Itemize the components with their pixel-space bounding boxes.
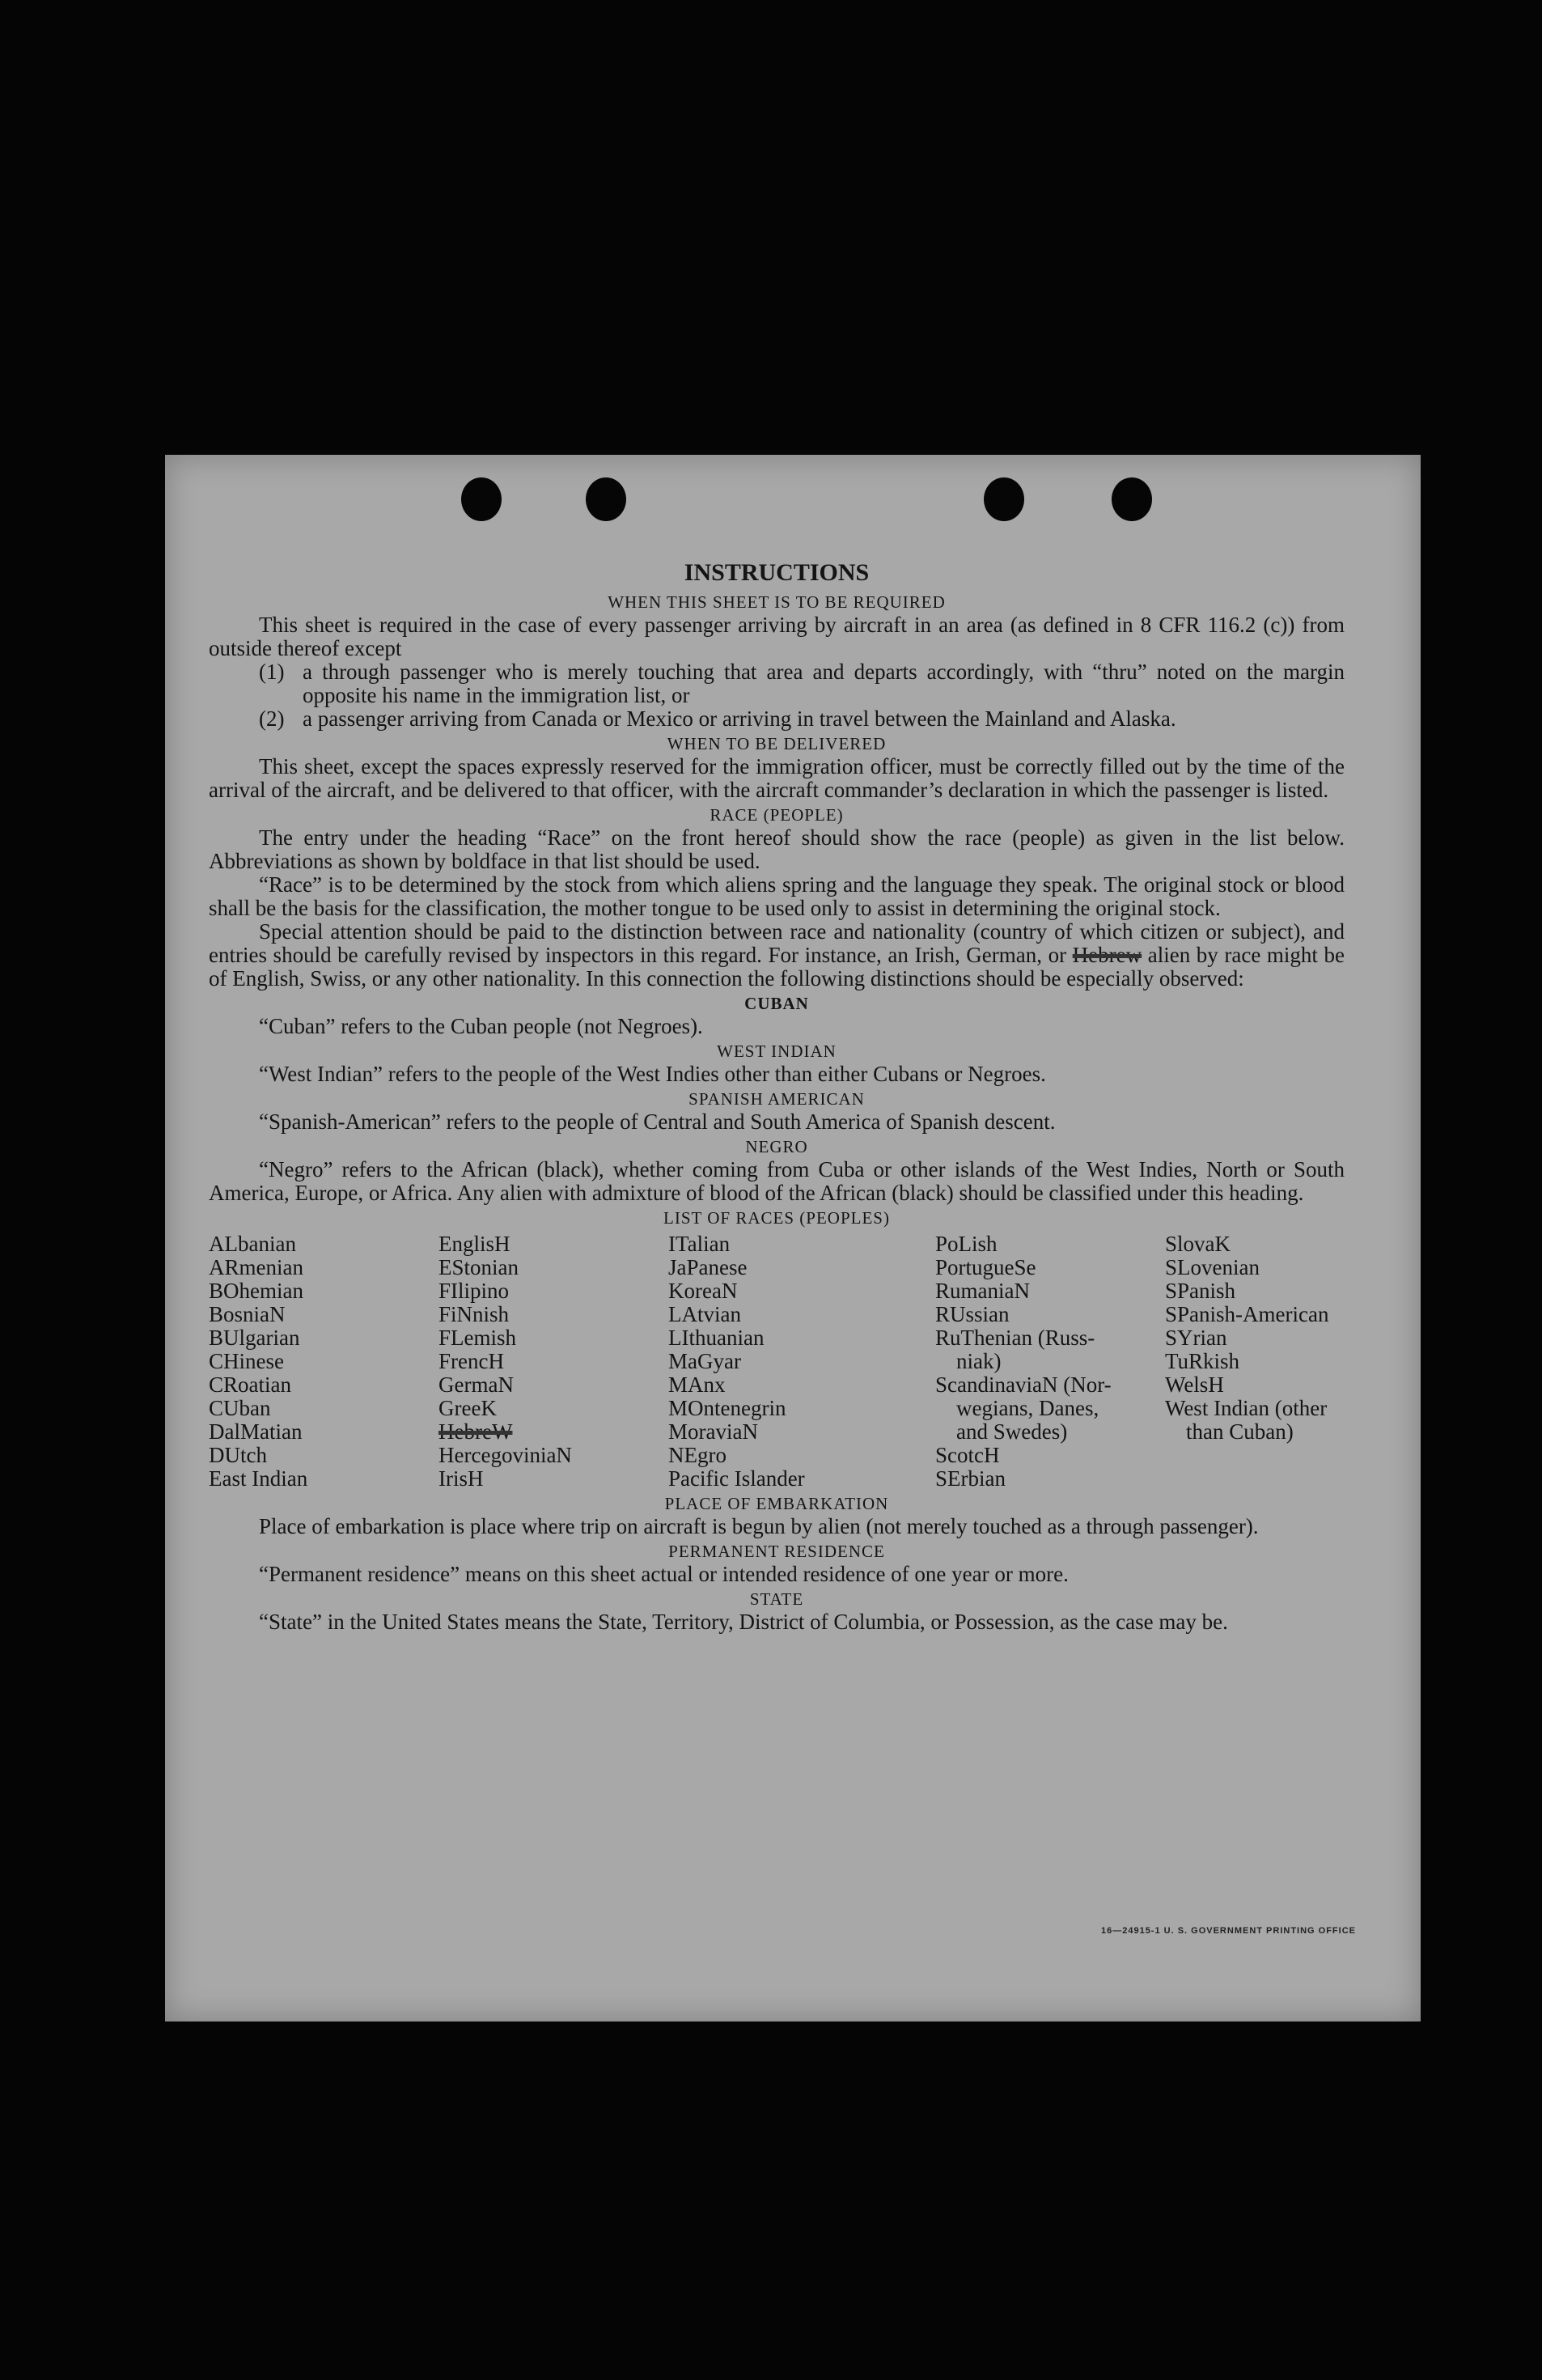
race-entry: CUban (209, 1396, 271, 1420)
race-entry: Pacific Islander (668, 1466, 805, 1491)
heading-when-delivered: WHEN TO BE DELIVERED (667, 734, 887, 753)
race-entry: MaGyar (668, 1349, 741, 1373)
race-entry: IrisH (438, 1466, 484, 1491)
document-sheet (165, 455, 1421, 2022)
race-entry: FiNnish (438, 1302, 510, 1326)
races-column (438, 1232, 668, 1491)
race-entry: LIthuanian (668, 1326, 765, 1350)
heading-west-indian: WEST INDIAN (717, 1042, 837, 1061)
heading-residence: PERMANENT RESIDENCE (668, 1542, 885, 1561)
paragraph-state: “State” in the United States means the State, Territory, District of Columbia, or Possession, as the case may be. (259, 1610, 1228, 1634)
race-entry: RUssian (935, 1302, 1010, 1326)
paragraph-race-1: The entry under the heading “Race” on the front hereof should show the race (people) as given in the list below. Abbreviations as shown by boldface in that list should be used. (209, 825, 1345, 873)
race-entry: FIlipino (438, 1279, 510, 1303)
exception-number: (1) (259, 660, 285, 684)
heading-embarkation: PLACE OF EMBARKATION (664, 1494, 889, 1513)
race-entry: MAnx (668, 1372, 726, 1397)
heading-state: STATE (749, 1589, 804, 1609)
race-entry: HercegoviniaN (438, 1443, 572, 1467)
heading-spanish-american: SPANISH AMERICAN (688, 1089, 865, 1109)
exception-number: (2) (259, 706, 285, 731)
race-entry: PoLish (935, 1232, 998, 1256)
exception-text: a through passenger who is merely touching that area and departs accordingly, with “thru” noted on the margin opposite his name in the immigration list, or (303, 660, 1345, 707)
race-entry: wegians, Danes, (956, 1396, 1099, 1420)
race-entry: ITalian (668, 1232, 731, 1256)
race-entry: BUlgarian (209, 1326, 300, 1350)
race-entry: CHinese (209, 1349, 284, 1373)
race-entry: FrencH (438, 1349, 504, 1373)
race-entry: KoreaN (668, 1279, 738, 1303)
race-entry: East Indian (209, 1466, 308, 1491)
punch-hole (586, 477, 626, 521)
heading-list-of-races: LIST OF RACES (PEOPLES) (663, 1208, 890, 1228)
race-entry: ScotcH (935, 1443, 1000, 1467)
races-column (209, 1232, 438, 1491)
race-entry: TuRkish (1165, 1349, 1240, 1373)
race-entry: BosniaN (209, 1302, 286, 1326)
race-entry: and Swedes) (956, 1419, 1068, 1444)
punch-hole (984, 477, 1024, 521)
race-entry: ARmenian (209, 1255, 303, 1279)
race-entry: PortugueSe (935, 1255, 1036, 1279)
race-entry: SPanish-American (1165, 1302, 1329, 1326)
heading-cuban: CUBAN (744, 994, 809, 1013)
exception-item (259, 707, 1345, 731)
paragraph-west-indian: “West Indian” refers to the people of the West Indies other than either Cubans or Negroes. (259, 1062, 1046, 1086)
race-entry: EStonian (438, 1255, 519, 1279)
races-list (209, 1232, 1345, 1491)
race-entry: DUtch (209, 1443, 267, 1467)
paragraph-race-2: “Race” is to be determined by the stock from which aliens spring and the language they speak. The original stock or blood shall be the basis for the classification, the mother tongue to be used only to assist in determining the original stock. (209, 872, 1345, 920)
punch-hole (1112, 477, 1152, 521)
race-text-a: Special attention should be paid to the distinction between race and nationality (country of which citizen or subject), and entries should be carefully revised by inspectors in this regard. For instance, an Irish, German, or (209, 919, 1345, 967)
race-entry-struck: HebreW (438, 1419, 513, 1444)
race-entry: FLemish (438, 1326, 517, 1350)
races-column (1165, 1232, 1351, 1491)
heading-race: RACE (PEOPLE) (710, 805, 844, 825)
printing-office-note: 16—24915-1 U. S. GOVERNMENT PRINTING OFFICE (1100, 1926, 1356, 1936)
paragraph-when-delivered: This sheet, except the spaces expressly reserved for the immigration officer, must be correctly filled out by the time of the arrival of the aircraft, and be delivered to that officer, with the aircraft commander’s declaration in which the passenger is listed. (209, 754, 1345, 802)
race-entry: than Cuban) (1186, 1419, 1294, 1444)
race-entry: SErbian (935, 1466, 1006, 1491)
race-entry: CRoatian (209, 1372, 291, 1397)
race-entry: RumaniaN (935, 1279, 1030, 1303)
race-entry: niak) (956, 1349, 1002, 1373)
exception-item (259, 660, 1345, 707)
race-entry: SYrian (1165, 1326, 1227, 1350)
race-entry: JaPanese (668, 1255, 748, 1279)
heading-when-required: WHEN THIS SHEET IS TO BE REQUIRED (608, 592, 946, 612)
race-entry: MoraviaN (668, 1419, 758, 1444)
paragraph-negro: “Negro” refers to the African (black), whether coming from Cuba or other islands of the West Indies, North or South America, Europe, or Africa. Any alien with admixture of blood of the African (black) should be classified under this heading. (209, 1157, 1345, 1205)
race-entry: ScandinaviaN (Nor- (935, 1372, 1112, 1397)
instructions-body (209, 558, 1345, 1634)
paragraph-cuban: “Cuban” refers to the Cuban people (not Negroes). (259, 1014, 703, 1038)
races-column (668, 1232, 935, 1491)
race-entry: NEgro (668, 1443, 727, 1467)
race-text-b: alien by race might be of English, Swiss, or any other nationality. In this connection the following distinctions should be especially observed: (209, 943, 1345, 991)
race-entry: GreeK (438, 1396, 497, 1420)
race-entry: WelsH (1165, 1372, 1224, 1397)
paragraph-spanish-american: “Spanish-American” refers to the people of Central and South America of Spanish descent. (259, 1109, 1056, 1134)
struck-word: Hebrew (1072, 943, 1142, 967)
exception-text: a passenger arriving from Canada or Mexico or arriving in travel between the Mainland and Alaska. (303, 706, 1176, 731)
race-entry: BOhemian (209, 1279, 303, 1303)
race-entry: RuThenian (Russ- (935, 1326, 1095, 1350)
race-entry: GermaN (438, 1372, 514, 1397)
race-entry: EnglisH (438, 1232, 510, 1256)
paragraph-race-3 (209, 920, 1345, 991)
paragraph-when-required: This sheet is required in the case of every passenger arriving by aircraft in an area (as defined in 8 CFR 116.2 (c)) from outside thereof except (209, 613, 1345, 660)
paragraph-embarkation: Place of embarkation is place where trip on aircraft is begun by alien (not merely touched as a through passenger). (259, 1514, 1259, 1538)
punch-hole (461, 477, 502, 521)
race-entry: SLovenian (1165, 1255, 1260, 1279)
race-entry: SlovaK (1165, 1232, 1231, 1256)
race-entry: SPanish (1165, 1279, 1236, 1303)
page-title: INSTRUCTIONS (684, 559, 870, 586)
race-entry: LAtvian (668, 1302, 741, 1326)
race-entry: ALbanian (209, 1232, 296, 1256)
race-entry: West Indian (other (1165, 1396, 1328, 1420)
race-entry: DalMatian (209, 1419, 303, 1444)
paragraph-residence: “Permanent residence” means on this sheet actual or intended residence of one year or more. (259, 1562, 1069, 1586)
race-entry: MOntenegrin (668, 1396, 786, 1420)
races-column (935, 1232, 1165, 1491)
heading-negro: NEGRO (745, 1137, 808, 1156)
